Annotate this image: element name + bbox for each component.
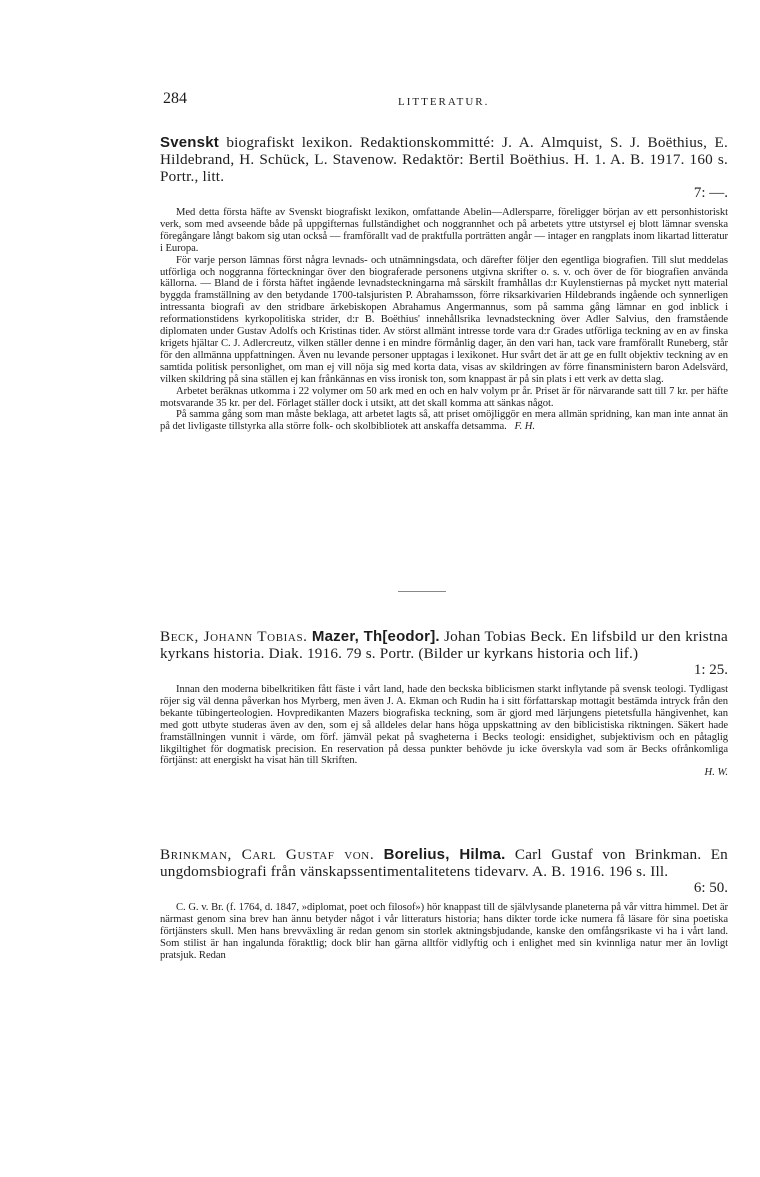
review-entry-svenskt-biografiskt-lexikon (160, 134, 728, 433)
entry-signature: H. W. (704, 767, 728, 779)
entry-author: Brinkman, Carl Gustaf von. (160, 846, 375, 863)
review-entry-borelius-brinkman (160, 846, 728, 962)
entry-heading (160, 628, 728, 662)
section-divider (398, 591, 446, 592)
page-number: 284 (163, 90, 187, 107)
review-entry-mazer-beck (160, 628, 728, 779)
entry-body (160, 684, 728, 767)
entry-author: Beck, Johann Tobias. (160, 628, 308, 645)
entry-paragraph: För varje person lämnas först några levnads- och utnämningsdata, och därefter följer den egentliga biografien. Till slut meddelas utförliga och noggranna förteckningar över den biograferade personens utgivna skrifter o. s. v. och över de för biografien använda källorna. — Bland de i första häftet ingående levnadsteckningarna må särskilt framhållas d:r Kuylenstiernas på mycket nytt material byggda framställning av den betydande 1700-talsjuristen P. Abrahamsson, förre riksarkivarien Hildebrands ingående och synnerligen intressanta biografi av den stridbare ärkebiskopen Abrahamus Angermannus, som på samma gång lämnar en god inblick i reformationstidens kyrkopolitiska strider, d:r B. Boëthius' innehållsrika levnadsteckning över Adler Salvius, den framstående diplomaten under Gustav Adolfs och Kristinas tider. Av störst allmänt intresse torde vara d:r Grades utförliga teckning av en av finska krigets hjältar C. J. Adlercreutz, vilken ställer denne i en mindre förmånlig dager, än den vari han, tack vare framförallt Runeberg, står för den allmänna uppfattningen. Även nu levande personer upptagas i lexikonet. Hur svårt det är att ge en fullt objektiv teckning av en samtida politisk personlighet, om man ej vill nöja sig med korta data, visas av skildringen av förre finansministern baron Adelsvärd, vilken skildring på sina ställen ej kan frånkännas en viss ironisk ton, som knappast är på sin plats i ett verk av detta slag. (160, 254, 728, 385)
running-head: LITTERATUR. (398, 96, 490, 108)
entry-body (160, 207, 728, 433)
entry-paragraph: Innan den moderna bibelkritiken fått fäste i vårt land, hade den beckska biblicismen starkt inflytande på svensk teologi. Tydligast röjer sig väl denna påverkan hos Myrberg, men även J. A. Ekman och Rudin ha i sitt författarskap mottagit bestämda intryck från den bekante tübingerteologien. Hovpredikanten Mazers biografiska teckning, som är gjord med lärjungens pietetsfulla hängivenhet, kan med gott utbyte studeras även av den, som ej så alldeles delar hans höga uppskattning av den biblicistiska riktningen. Säkert hade framställningen vunnit i värde, om förf. jämväl pekat på svagheterna i Becks teologi: ensidighet, subjektivism och en påtaglig likgiltighet för dogmatisk precision. En reservation på dessa punkter behövde ju icke överskyla vad som är Becks ofrånkomliga förtjänst: att energiskt ha visat hän till Skriften. (160, 684, 728, 767)
entry-paragraph: Arbetet beräknas utkomma i 22 volymer om 50 ark med en och en halv volym pr år. Priset är för närvarande satt till 7 kr. per häfte motsvarande 35 kr. per del. Förlaget ställer dock i utsikt, att det skall komma att sänkas något. (160, 385, 728, 409)
entry-paragraph-text: På samma gång som man måste beklaga, att arbetet lagts så, att priset omöjliggör en mera allmän spridning, kan man inte annat än på det livligaste tillstyrka alla större folk- och skolbibliotek att anskaffa detsamma. (160, 409, 728, 433)
entry-paragraph: C. G. v. Br. (f. 1764, d. 1847, »diplomat, poet och filosof») hör knappast till de självlysande planeterna på vår vittra himmel. Det är närmast genom sina brev han ännu betyder något i vår litteraturs historia; hans dikter torde icke numera få läsare för sina poetiska förtjänsters skull. Men hans brevväxling är redan genom sin storlek aktningsbjudande, kanske den omfångsrikaste vi ha i vårt land. Som stilist är han ingalunda föraktlig; dock blir han gärna alltför vidlyftig och i enlighet med sin kvinnliga natur mer än lovligt pratsjuk. Redan (160, 902, 728, 961)
entry-heading (160, 846, 728, 880)
entry-title-bold: Svenskt (160, 134, 219, 151)
entry-signature: F. H. (514, 421, 535, 433)
entry-price: 1: 25. (693, 662, 728, 678)
entry-title-rest: Johan Tobias Beck. En lifsbild ur den kristna kyrkans historia. Diak. 1916. 79 s. Portr. (Bilder ur kyrkans historia och lif.) (160, 628, 729, 662)
entry-paragraph (160, 409, 728, 433)
entry-title-rest: Carl Gustaf von Brinkman. En ungdomsbiografi från vänskapssentimentalitetens tidevarv. A. B. 1916. 196 s. Ill. (160, 846, 728, 880)
entry-body (160, 902, 728, 962)
entry-title-bold: Mazer, Th[eodor]. (311, 628, 440, 645)
entry-paragraph: Med detta första häfte av Svenskt biografiskt lexikon, omfattande Abelin—Adlersparre, föreligger början av ett personhistoriskt verk, som med avseende både på uppgifternas fullständighet och noggrannhet och på arbetets yttre utstyrsel ej blott lämnar svenska föregångare långt bakom sig utan också — framförallt vad de praktfulla porträtten angår — intager en rangplats inom likartad litteratur i Europa. (160, 207, 728, 254)
entry-price: 6: 50. (693, 880, 728, 896)
entry-price: 7: —. (693, 185, 728, 201)
entry-heading (160, 134, 728, 185)
entry-title-rest: biografiskt lexikon. Redaktionskommitté: J. A. Almquist, S. J. Boëthius, E. Hildebrand, H. Schück, L. Stavenow. Redaktör: Bertil Boëthius. H. 1. A. B. 1917. 160 s. Portr., litt. (160, 134, 728, 185)
entry-title-bold: Borelius, Hilma. (383, 846, 506, 863)
